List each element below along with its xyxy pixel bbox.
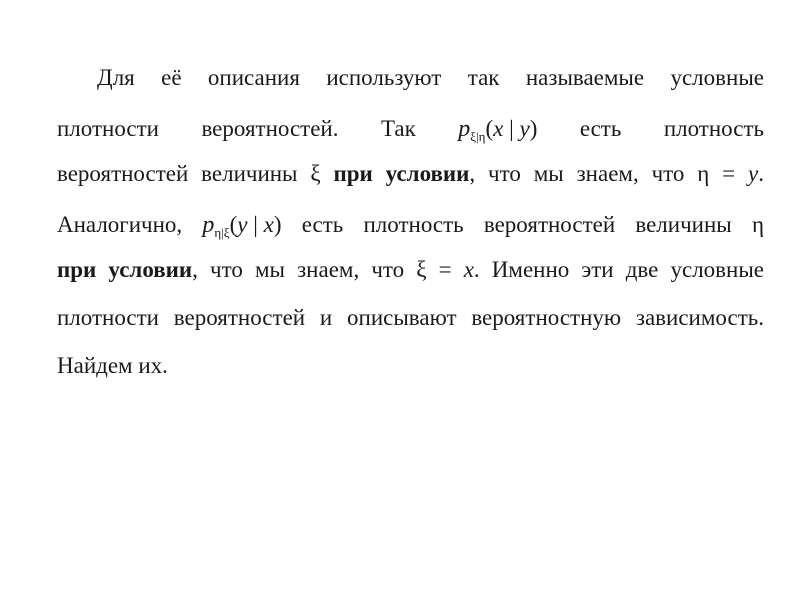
body-paragraph xyxy=(57,58,764,394)
conditional-density-formula-xi-given-eta xyxy=(458,106,537,152)
italic-variable: y xyxy=(748,161,759,186)
formula-argument: (y | x) xyxy=(229,212,282,237)
text-span: Аналогично, xyxy=(57,212,203,237)
text-span: , что мы знаем, что η = xyxy=(469,161,749,186)
text-line-2 xyxy=(57,106,764,154)
text-span: вероятностей величины ξ xyxy=(57,161,334,186)
text-span: Для её описания используют так называемые условные xyxy=(97,65,764,90)
formula-symbol: p xyxy=(202,212,215,238)
text-span: есть плотность вероятностей величины η xyxy=(281,212,764,237)
text-line-4 xyxy=(57,202,764,250)
bold-phrase: при условии xyxy=(57,257,193,282)
bold-phrase: при условии xyxy=(333,161,470,186)
text-span: плотности вероятностей. Так xyxy=(57,116,459,141)
text-line-6 xyxy=(57,298,764,346)
text-line-1 xyxy=(57,58,764,106)
formula-arg-2: y xyxy=(519,116,530,141)
italic-variable: x xyxy=(463,257,474,282)
text-span: есть плотность xyxy=(537,116,764,141)
text-line-5 xyxy=(57,250,764,298)
text-line-3 xyxy=(57,154,764,202)
formula-argument: (x | y) xyxy=(485,116,538,141)
text-span: плотности вероятностей и описывают вероятностную зависимость. xyxy=(57,305,764,330)
text-line-7 xyxy=(57,346,764,394)
text-span: Найдем их. xyxy=(57,353,168,378)
text-span: , что мы знаем, что ξ = xyxy=(192,257,464,282)
conditional-density-formula-eta-given-xi xyxy=(202,202,281,248)
formula-arg-1: x xyxy=(493,116,504,141)
formula-subscript: ξ|η xyxy=(470,129,486,144)
formula-arg-1: y xyxy=(237,212,248,237)
formula-arg-2: x xyxy=(263,212,274,237)
text-span: . Именно эти две условные xyxy=(473,257,764,282)
text-span: . xyxy=(758,161,764,186)
formula-symbol: p xyxy=(458,116,471,142)
formula-subscript: η|ξ xyxy=(214,225,230,240)
